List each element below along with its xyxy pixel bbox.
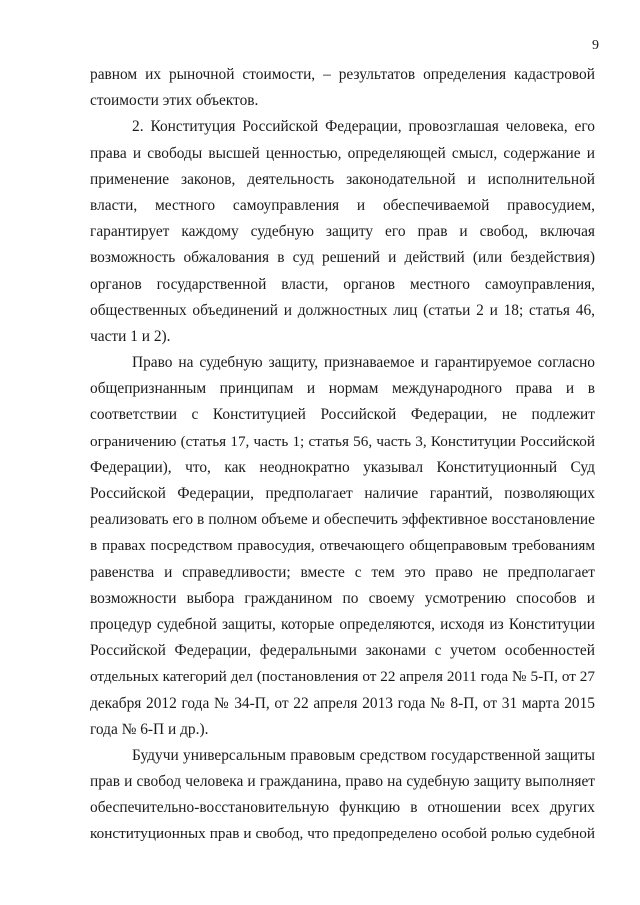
text-line: Российской Федерации, предполагает наличие гарантий, позволяющих xyxy=(90,485,595,502)
text-line: соответствии с Конституцией Российской Федерации, не подлежит xyxy=(90,406,595,424)
text-line: обеспечительно-восстановительную функцию в отношении всех других xyxy=(90,799,595,817)
text-line: применение законов, деятельность законодательной и исполнительной xyxy=(90,170,595,188)
text-line: части 1 и 2). xyxy=(90,327,171,345)
text-line: в правах посредством правосудия, отвечающего общеправовым требованиям xyxy=(90,537,595,555)
text-line: стоимости этих объектов. xyxy=(90,92,259,110)
text-line: гарантирует каждому судебную защиту его прав и свобод, включая xyxy=(90,223,595,241)
text-line: года № 6-П и др.). xyxy=(90,720,209,738)
text-line: органов государственной власти, органов местного самоуправления, xyxy=(90,275,595,293)
text-line: власти, местного самоуправления и обеспечиваемой правосудием, xyxy=(90,196,595,214)
text-line: ограничению (статья 17, часть 1; статья 56, часть 3, Конституции Российской xyxy=(90,432,595,450)
page-number: 9 xyxy=(592,38,599,53)
text-line: декабря 2012 года № 34-П, от 22 апреля 2013 года № 8-П, от 31 марта 2015 xyxy=(90,694,595,712)
text-line: возможности выбора гражданином по своему усмотрению способов и xyxy=(90,589,595,607)
paragraph-first-line: Право на судебную защиту, признаваемое и гарантируемое согласно xyxy=(132,354,595,372)
text-line: реализовать его в полном объеме и обеспечить эффективное восстановление xyxy=(90,511,595,529)
text-line: общественных объединений и должностных лиц (статьи 2 и 18; статья 46, xyxy=(90,301,595,319)
text-line: Федерации), что, как неоднократно указывал Конституционный Суд xyxy=(90,458,595,476)
text-line: прав и свобод человека и гражданина, право на судебную защиту выполняет xyxy=(90,773,595,791)
text-line: конституционных прав и свобод, что предопределено особой ролью судебной xyxy=(90,825,595,843)
text-line: равном их рыночной стоимости, – результатов определения кадастровой xyxy=(90,66,595,83)
text-line: возможность обжалования в суд решений и действий (или бездействия) xyxy=(90,249,595,267)
text-line: процедур судебной защиты, которые определяются, исходя из Конституции xyxy=(90,615,595,633)
paragraph-first-line: 2. Конституция Российской Федерации, провозглашая человека, его xyxy=(132,118,595,136)
text-line: равенства и справедливости; вместе с тем это право не предполагает xyxy=(90,563,595,581)
text-line: Российской Федерации, федеральными законами с учетом особенностей xyxy=(90,642,595,660)
body-text xyxy=(90,62,595,848)
text-line: отдельных категорий дел (постановления от 22 апреля 2011 года № 5-П, от 27 xyxy=(90,668,595,686)
paragraph-first-line: Будучи универсальным правовым средством государственной защиты xyxy=(132,746,595,764)
text-line: права и свободы высшей ценностью, определяющей смысл, содержание и xyxy=(90,144,595,162)
text-line: общепризнанным принципам и нормам международного права и в xyxy=(90,380,595,398)
